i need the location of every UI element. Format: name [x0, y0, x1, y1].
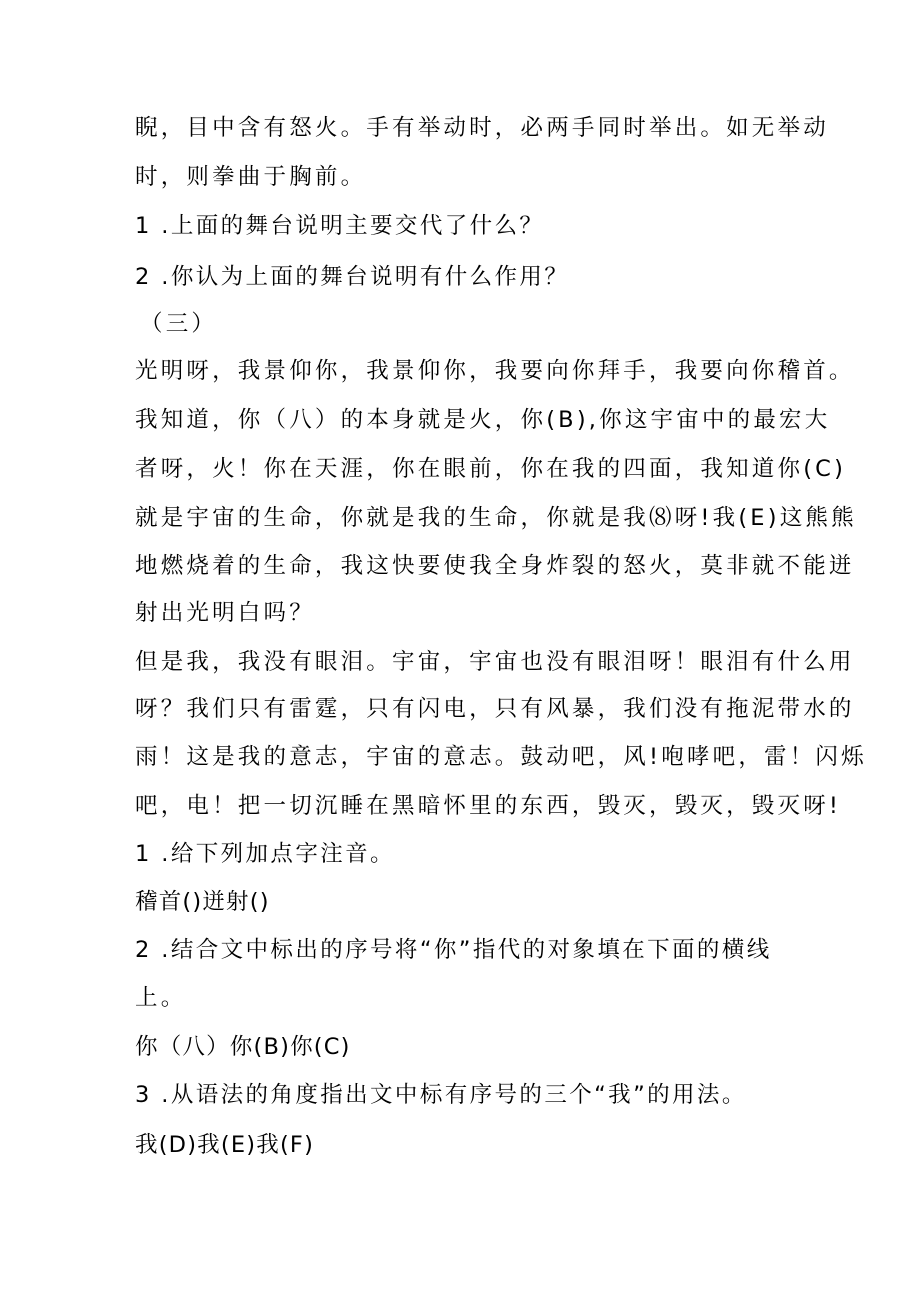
text-line-9: 就是宇宙的生命，你就是我的生命，你就是我⑻呀!我(E)这熊熊 [135, 505, 857, 531]
question-2: 2 .你认为上面的舞台说明有什么作用？ [135, 264, 570, 290]
text-line-2: 时，则拳曲于胸前。 [135, 164, 367, 190]
question-3: 1 .给下列加点字注音。 [135, 841, 395, 867]
text-line-12: 但是我，我没有眼泪。宇宙，宇宙也没有眼泪呀！眼泪有什么用 [135, 649, 855, 675]
question-4-cont: 上。 [135, 985, 187, 1011]
text-line-14: 雨！这是我的意志，宇宙的意志。鼓动吧，风!咆哮吧，雷！闪烁 [135, 744, 867, 770]
answer-line-2: 你（八）你(B)你(C) [135, 1034, 351, 1060]
question-4: 2 .结合文中标出的序号将“你”指代的对象填在下面的横线 [135, 937, 772, 963]
text-line-13: 呀？我们只有雷霆，只有闪电，只有风暴，我们没有拖泥带水的 [135, 696, 855, 722]
answer-line-1: 稽首()迸射() [135, 889, 270, 915]
text-line-15: 吧，电！把一切沉睡在黑暗怀里的东西，毁灭，毁灭，毁灭呀! [135, 793, 842, 819]
answer-line-3: 我(D)我(E)我(F) [135, 1132, 315, 1158]
text-line-10: 地燃烧着的生命，我这快要使我全身炸裂的怒火，莫非就不能迸 [135, 553, 855, 579]
text-line-7: 我知道，你（八）的本身就是火，你(B),你这宇宙中的最宏大 [135, 407, 831, 433]
question-5: 3 .从语法的角度指出文中标有序号的三个“我”的用法。 [135, 1082, 747, 1108]
text-line-6: 光明呀，我景仰你，我景仰你，我要向你拜手，我要向你稽首。 [135, 358, 855, 384]
question-1: 1 .上面的舞台说明主要交代了什么？ [135, 213, 545, 239]
text-line-11: 射出光明白吗？ [135, 600, 315, 626]
text-line-1: 睨，目中含有怒火。手有举动时，必两手同时举出。如无举动 [135, 115, 829, 141]
section-heading: （三） [140, 311, 218, 337]
text-line-8: 者呀，火！你在天涯，你在眼前，你在我的四面，我知道你(C) [135, 456, 847, 482]
